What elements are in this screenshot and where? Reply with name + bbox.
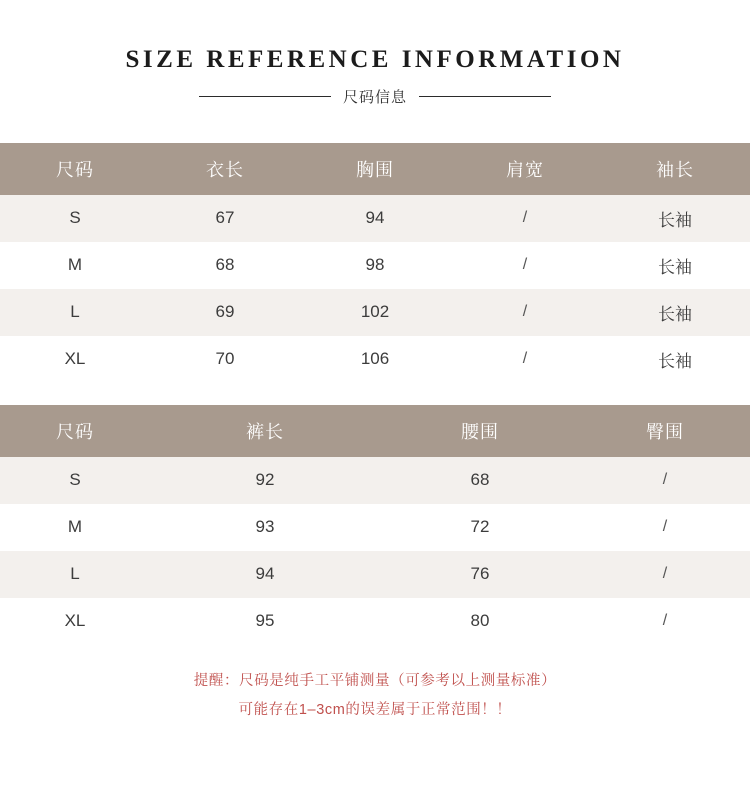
measurement-notes <box>0 667 750 725</box>
cell-size: M <box>0 504 150 551</box>
cell-bust: 102 <box>300 289 450 336</box>
cell-length: 70 <box>150 336 300 383</box>
table-row <box>0 598 750 645</box>
column-header-sleeve: 袖长 <box>600 143 750 195</box>
cell-size: M <box>0 242 150 289</box>
column-header-size: 尺码 <box>0 405 150 457</box>
cell-waist: 68 <box>380 457 580 504</box>
cell-size: XL <box>0 598 150 645</box>
page-header <box>0 0 750 107</box>
cell-length: 69 <box>150 289 300 336</box>
cell-waist: 76 <box>380 551 580 598</box>
cell-sleeve: 长袖 <box>600 195 750 242</box>
cell-pant-length: 95 <box>150 598 380 645</box>
cell-sleeve: 长袖 <box>600 289 750 336</box>
bottom-size-table-head <box>0 405 750 457</box>
cell-waist: 72 <box>380 504 580 551</box>
divider-right <box>419 96 551 97</box>
cell-sleeve: 长袖 <box>600 336 750 383</box>
column-header-shoulder: 肩宽 <box>450 143 600 195</box>
note-line-1: 提醒：尺码是纯手工平铺测量（可参考以上测量标准） <box>193 672 557 689</box>
cell-size: L <box>0 289 150 336</box>
cell-shoulder: / <box>450 289 600 336</box>
column-header-waist: 腰围 <box>380 405 580 457</box>
cell-sleeve: 长袖 <box>600 242 750 289</box>
cell-size: XL <box>0 336 150 383</box>
top-size-table-head <box>0 143 750 195</box>
column-header-hip: 臀围 <box>580 405 750 457</box>
table-row <box>0 195 750 242</box>
page-subtitle: 尺码信息 <box>342 88 407 106</box>
table-row <box>0 457 750 504</box>
cell-size: L <box>0 551 150 598</box>
cell-bust: 98 <box>300 242 450 289</box>
table-row <box>0 242 750 289</box>
table-header-row <box>0 143 750 195</box>
table-row <box>0 504 750 551</box>
table-row <box>0 551 750 598</box>
table-row <box>0 336 750 383</box>
table-header-row <box>0 405 750 457</box>
cell-waist: 80 <box>380 598 580 645</box>
subtitle-row <box>0 86 750 107</box>
cell-hip: / <box>580 504 750 551</box>
bottom-size-table-body <box>0 457 750 645</box>
cell-shoulder: / <box>450 336 600 383</box>
top-size-table-body <box>0 195 750 383</box>
note-line-2: 可能存在1–3cm的误差属于正常范围！！ <box>238 701 512 718</box>
cell-hip: / <box>580 457 750 504</box>
page-title: SIZE REFERENCE INFORMATION <box>125 46 625 73</box>
cell-bust: 106 <box>300 336 450 383</box>
cell-bust: 94 <box>300 195 450 242</box>
divider-left <box>199 96 331 97</box>
bottom-size-table <box>0 405 750 645</box>
column-header-pant-length: 裤长 <box>150 405 380 457</box>
column-header-length: 衣长 <box>150 143 300 195</box>
cell-shoulder: / <box>450 195 600 242</box>
cell-length: 67 <box>150 195 300 242</box>
cell-size: S <box>0 457 150 504</box>
column-header-size: 尺码 <box>0 143 150 195</box>
cell-pant-length: 93 <box>150 504 380 551</box>
column-header-bust: 胸围 <box>300 143 450 195</box>
cell-size: S <box>0 195 150 242</box>
table-row <box>0 289 750 336</box>
cell-pant-length: 92 <box>150 457 380 504</box>
cell-pant-length: 94 <box>150 551 380 598</box>
top-size-table <box>0 143 750 383</box>
cell-hip: / <box>580 598 750 645</box>
cell-hip: / <box>580 551 750 598</box>
cell-shoulder: / <box>450 242 600 289</box>
top-size-table-block <box>0 143 750 383</box>
bottom-size-table-block <box>0 405 750 645</box>
cell-length: 68 <box>150 242 300 289</box>
